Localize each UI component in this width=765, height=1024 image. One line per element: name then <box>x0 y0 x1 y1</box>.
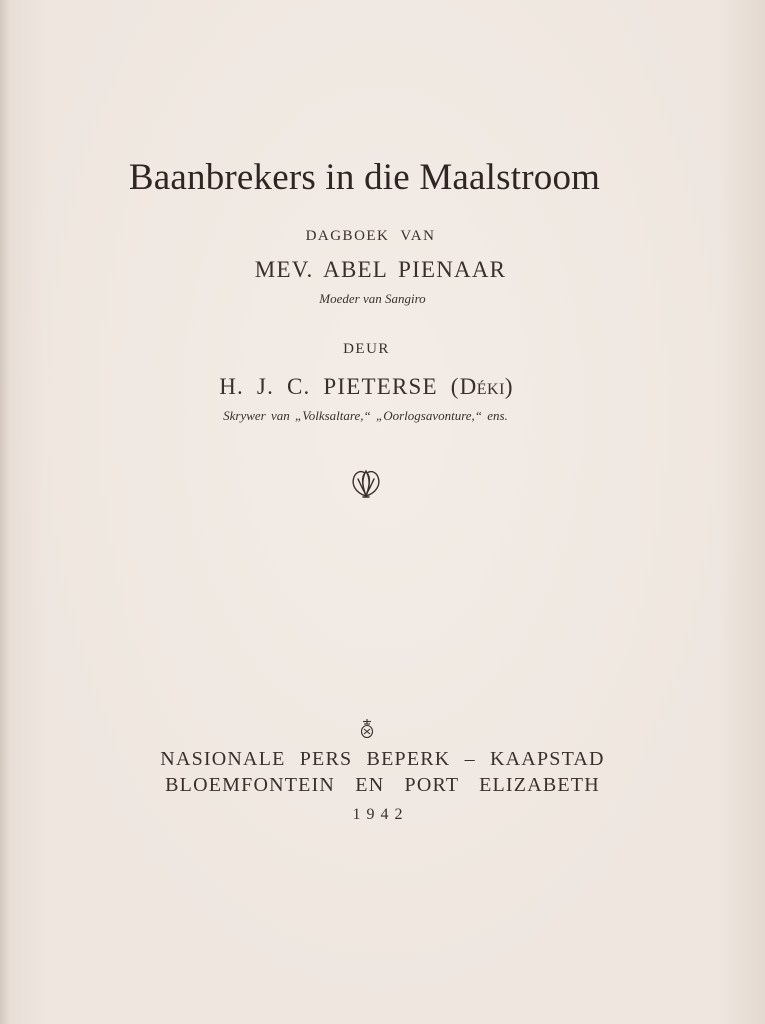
book-title: Baanbrekers in die Maalstroom <box>128 157 601 198</box>
author-pseudonym: Déki <box>459 374 505 399</box>
publication-year: 1942 <box>352 806 409 823</box>
printer-mark-icon <box>358 718 376 740</box>
author-pseudonym-open: ( <box>450 374 460 399</box>
subject-name: MEV. ABEL PIENAAR <box>254 257 507 282</box>
by-label: DEUR <box>343 341 390 357</box>
diary-of-label: DAGBOEK VAN <box>305 228 436 244</box>
floral-ornament-icon <box>348 465 384 501</box>
publisher-line-2: BLOEMFONTEIN EN PORT ELIZABETH <box>165 774 600 796</box>
author-credits: Skrywer van „Volksaltare,“ „Oorlogsavonture,“ ens. <box>223 408 508 423</box>
author-pseudonym-close: ) <box>504 374 514 399</box>
page-gutter-shadow <box>0 0 10 1024</box>
author-line <box>0 374 749 400</box>
publisher-line-1: NASIONALE PERS BEPERK – KAAPSTAD <box>160 748 605 770</box>
author-name: H. J. C. PIETERSE <box>219 374 438 399</box>
subject-description: Moeder van Sangiro <box>319 291 426 306</box>
